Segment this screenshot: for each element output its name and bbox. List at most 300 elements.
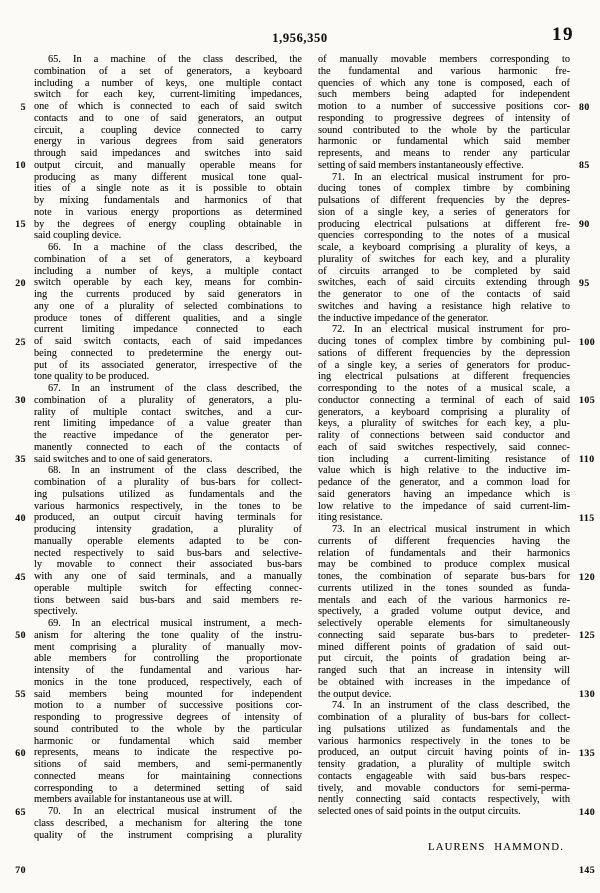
- text-line: [318, 830, 570, 842]
- text-line: [34, 783, 302, 795]
- line-text: spectively.: [34, 606, 78, 618]
- line-text: sion of a single key, a series of generators for: [318, 206, 570, 218]
- line-text: the reactive impedance of the generator per-: [34, 430, 302, 441]
- text-line: [318, 407, 570, 419]
- line-text: able members for controlling the proportionate: [34, 653, 302, 665]
- text-line: [34, 254, 302, 266]
- line-text: 70. In an electrical musical instrument of the: [48, 806, 302, 817]
- text-line: [318, 230, 570, 242]
- text-line: [318, 313, 570, 325]
- line-text: by mixing fundamentals and harmonics of that: [34, 195, 302, 206]
- line-text: switches, each of said circuits extending through: [318, 277, 570, 289]
- text-line: [15, 512, 302, 524]
- line-text: responding to progressive degrees of intensity of: [34, 712, 302, 723]
- text-line: [34, 148, 302, 160]
- text-line: [15, 747, 302, 759]
- line-text: monics in the tone produced, respectively, each of: [34, 676, 302, 688]
- line-text: ly movable to connect their associated bus-bars: [34, 559, 302, 571]
- line-text: iting resistance.: [318, 512, 383, 524]
- line-number: 95: [579, 277, 590, 289]
- line-text: note in various energy proportions as determined: [34, 206, 302, 218]
- line-text: combination of a plurality of bus-bars for collect-: [34, 477, 302, 488]
- line-number: 5: [20, 101, 26, 113]
- text-line: [34, 700, 302, 712]
- line-number: 135: [579, 747, 596, 759]
- text-line: [318, 430, 570, 442]
- text-line: [34, 794, 302, 806]
- text-line: [318, 101, 590, 113]
- text-line: [15, 629, 302, 642]
- text-line: [34, 301, 302, 313]
- text-line: [318, 266, 570, 278]
- line-text: one of which is connected to each of said switch: [34, 101, 302, 112]
- line-text: mentals and each of the various harmonics re-: [318, 594, 570, 606]
- text-line: [318, 771, 570, 783]
- text-line: [318, 629, 596, 642]
- line-text: currents of different frequencies having the: [318, 535, 570, 547]
- text-line: [34, 501, 302, 513]
- line-text: each of said switches respectively, said connec-: [318, 441, 570, 453]
- line-text: setting of said members instantaneously effective.: [318, 159, 524, 171]
- line-text: sound contributed to the whole by the particular: [34, 723, 302, 735]
- text-line: [34, 665, 302, 677]
- text-line: [34, 195, 302, 207]
- line-text: connecting said separate bus-bars to predeter-: [318, 629, 570, 641]
- text-line: [318, 677, 570, 689]
- line-text: ranged such that an increase in intensity will: [318, 665, 570, 676]
- line-text: produced, an output circuit having points of in-: [318, 747, 570, 759]
- line-text: the fundamental and various harmonic fre-: [318, 65, 570, 77]
- text-line: [318, 442, 570, 454]
- line-text: any one of a plurality of selected combinations to: [34, 300, 302, 312]
- line-text: 72. In an electrical musical instrument for pro-: [332, 324, 570, 336]
- line-number: 70: [15, 865, 26, 877]
- text-line: [34, 477, 302, 489]
- line-text: said switches and to one of said generators.: [34, 453, 213, 465]
- line-text: sound contributed to the whole by the particular: [318, 124, 570, 136]
- text-line: [34, 266, 302, 278]
- line-text: motion to a number of successive positions cor-: [318, 101, 570, 112]
- text-line: [318, 125, 570, 137]
- line-text: selectively operable elements for simultaneously: [318, 618, 570, 629]
- line-number: 100: [579, 336, 596, 348]
- line-text: circuit, a coupling device connected to carry: [34, 124, 302, 136]
- line-text: pulsations of different frequencies by the depres-: [318, 195, 570, 206]
- line-text: combination of a set of generators, a keyboard: [34, 253, 302, 265]
- line-number: 20: [15, 277, 26, 289]
- text-line: [318, 865, 596, 877]
- text-line: [15, 394, 302, 407]
- line-text: put circuit, the points of gradation being ar-: [318, 653, 570, 665]
- line-number: 15: [15, 219, 26, 230]
- text-line: [318, 583, 570, 595]
- line-text: 71. In an electrical musical instrument for pro-: [332, 171, 570, 183]
- line-text: sitions of said members, and semi-permanently: [34, 759, 302, 770]
- line-text: switch for each key, current-limiting impedances,: [34, 89, 302, 101]
- line-text: tone quality to be produced.: [34, 371, 150, 383]
- line-text: tones, the combination of separate bus-bars for: [318, 571, 570, 582]
- left-column: [15, 54, 302, 877]
- text-line: [318, 736, 570, 748]
- text-line: [34, 289, 302, 301]
- line-text: of manually movable members corresponding to: [318, 54, 570, 65]
- line-text: conductor connecting a terminal of each of said: [318, 394, 570, 406]
- text-line: [34, 66, 302, 78]
- line-number: 90: [579, 219, 590, 230]
- line-text: mined different points of gradation of said out-: [318, 641, 570, 653]
- text-line: [20, 101, 302, 113]
- claims-text: [0, 54, 600, 878]
- line-text: including a number of keys, one multiple contact: [34, 77, 302, 89]
- line-text: tion including a current-limiting resistance of: [318, 453, 570, 465]
- text-line: [318, 183, 570, 195]
- line-text: switches and having a resistance high relative to: [318, 300, 570, 312]
- line-text: pedance of the generator, and a common load for: [318, 477, 570, 488]
- line-text: combination of a plurality of bus-bars for collect-: [318, 712, 570, 723]
- text-line: [34, 183, 302, 195]
- text-line: [318, 606, 570, 618]
- line-number: 45: [15, 571, 26, 583]
- line-text: class described, a mechanism for altering the tone: [34, 817, 302, 829]
- text-line: [318, 559, 570, 571]
- line-text: of a single key, a series of generators for produc-: [318, 359, 570, 371]
- text-line: [318, 501, 570, 513]
- text-line: [318, 524, 570, 536]
- line-number: 30: [15, 395, 26, 407]
- line-text: ing the currents produced by said generators in: [34, 289, 302, 300]
- text-line: [318, 113, 570, 125]
- line-number: 55: [15, 689, 26, 700]
- line-text: ing pulsations utilized as fundamentals and the: [318, 723, 570, 735]
- line-text: combination of a set of generators, a keyboard: [34, 65, 302, 77]
- text-line: [34, 360, 302, 372]
- line-text: producing electrical pulsations at different fre-: [318, 218, 570, 230]
- line-number: 125: [579, 630, 596, 642]
- line-text: plurality of switches for each key, and a plurality: [318, 253, 570, 265]
- text-line: [318, 277, 590, 289]
- line-text: such members being adapted for independent: [318, 89, 570, 101]
- text-line: [318, 242, 570, 254]
- text-line: [318, 324, 570, 336]
- text-line: [34, 524, 302, 536]
- line-number: 40: [15, 512, 26, 524]
- line-text: corresponding to a determined setting of said: [34, 782, 302, 794]
- text-line: [318, 218, 590, 231]
- line-text: currents utilized in the tones sounded as funda-: [318, 582, 570, 594]
- text-line: [318, 89, 570, 101]
- text-line: [15, 336, 302, 348]
- text-line: [318, 653, 570, 665]
- text-line: [34, 595, 302, 607]
- line-number: 10: [15, 160, 26, 172]
- text-line: [34, 442, 302, 454]
- line-text: tively, and movable conductors for semi-perma-: [318, 782, 570, 794]
- line-text: ing pulsations utilized as fundamentals and the: [34, 488, 302, 500]
- line-text: produced, an output circuit having terminals for: [34, 512, 302, 524]
- line-text: output circuit, and manually operable means for: [34, 159, 302, 171]
- text-line: [34, 348, 302, 360]
- line-text: of circuits arranged to be completed by said: [318, 265, 570, 277]
- line-number: 110: [579, 454, 595, 465]
- line-text: generators, a keyboard comprising a plurality of: [318, 406, 570, 418]
- line-text: ment comprising a plurality of manually mov-: [34, 641, 302, 653]
- text-line: [318, 394, 596, 407]
- text-line: [34, 172, 302, 184]
- text-line: [318, 301, 570, 313]
- text-line: [318, 254, 570, 266]
- text-line: [318, 794, 570, 806]
- line-text: harmonic or fundamental which said member: [318, 136, 570, 148]
- text-line: [15, 159, 302, 172]
- line-number: 105: [579, 395, 596, 407]
- text-line: [15, 571, 302, 583]
- text-line: [318, 818, 570, 830]
- text-line: [318, 724, 570, 736]
- text-line: [34, 841, 302, 853]
- text-line: [34, 89, 302, 101]
- line-text: by the degrees of energy coupling obtainable in: [34, 218, 302, 230]
- text-line: [34, 606, 302, 618]
- line-text: spectively, a graded volume output device, and: [318, 606, 570, 618]
- line-text: keys, a plurality of switches for each key, a plu-: [318, 418, 570, 430]
- text-line: [34, 383, 302, 395]
- line-text: ing electrical pulsations at different frequencies: [318, 371, 570, 383]
- line-text: 74. In an instrument of the class described, the: [332, 700, 570, 712]
- line-text: value which is high relative to the inductive im-: [318, 465, 570, 477]
- text-line: [34, 207, 302, 219]
- text-line: [15, 453, 302, 466]
- text-line: [318, 159, 590, 172]
- text-line: [34, 618, 302, 630]
- text-line: [34, 489, 302, 501]
- text-line: [318, 853, 570, 865]
- text-line: [34, 536, 302, 548]
- text-line: [318, 371, 570, 383]
- text-line: [318, 348, 570, 360]
- text-line: [318, 548, 570, 560]
- line-text: operable multiple switch for effecting connec-: [34, 582, 302, 594]
- text-line: [318, 360, 570, 372]
- text-line: [34, 230, 302, 242]
- line-text: contacts and to one of said generators, an output: [34, 112, 302, 124]
- line-text: motion to a number of successive positions cor-: [34, 700, 302, 712]
- line-text: sations of different frequencies by the depression: [318, 347, 570, 359]
- text-line: [15, 218, 302, 231]
- text-line: [34, 324, 302, 336]
- line-text: manually operable elements adapted to be con-: [34, 535, 302, 547]
- line-text: ducing tones of complex timbre by combining: [318, 183, 570, 195]
- text-line: [318, 712, 570, 724]
- line-text: selected ones of said points in the output circuits.: [318, 806, 521, 817]
- line-text: the generator to one of the contacts of said: [318, 289, 570, 300]
- text-line: [34, 313, 302, 325]
- line-text: switch operable by each key, means for combin-: [34, 277, 302, 289]
- line-text: quality of the instrument comprising a plurality: [34, 829, 302, 841]
- text-line: [34, 677, 302, 689]
- line-text: tions between said bus-bars and said members re-: [34, 594, 302, 606]
- line-text: current limiting impedance connected to each: [34, 324, 302, 336]
- line-text: 73. In an electrical musical instrument in which: [332, 524, 570, 535]
- text-line: [318, 453, 595, 466]
- line-text: quencies of which any tone is composed, each of: [318, 77, 570, 89]
- text-line: [34, 830, 302, 842]
- text-line: [318, 54, 570, 66]
- line-number: 50: [15, 630, 26, 642]
- line-text: put of its associated generator, irrespective of the: [34, 359, 302, 371]
- text-line: [318, 759, 570, 771]
- line-text: nected respectively to said bus-bars and selective-: [34, 547, 302, 559]
- page-number: 19: [552, 24, 574, 45]
- line-text: 67. In an instrument of the class described, the: [48, 383, 302, 394]
- line-number: 115: [579, 512, 595, 524]
- text-line: [34, 736, 302, 748]
- line-text: rality of connections between said conductor and: [318, 430, 570, 441]
- line-text: including a number of keys, a multiple contact: [34, 265, 302, 277]
- text-line: [318, 512, 595, 524]
- text-line: [34, 418, 302, 430]
- text-line: [34, 818, 302, 830]
- text-line: [318, 642, 570, 654]
- line-text: may be combined to produce complex musical: [318, 559, 570, 571]
- line-number: 85: [579, 160, 590, 172]
- line-number: 35: [15, 454, 26, 465]
- text-line: [34, 407, 302, 419]
- line-text: rent limiting impedance of a value greater than: [34, 418, 302, 430]
- line-text: 65. In a machine of the class described, the: [48, 54, 302, 65]
- text-line: [318, 536, 570, 548]
- right-column: [318, 54, 596, 877]
- text-line: [15, 806, 302, 818]
- line-text: be obtained with increases in the impedance of: [318, 676, 570, 688]
- text-line: [318, 688, 596, 701]
- line-text: energy in various degrees from said generators: [34, 136, 302, 148]
- text-line: [34, 653, 302, 665]
- line-text: harmonic or fundamental which said member: [34, 735, 302, 747]
- text-line: [34, 724, 302, 736]
- line-text: 69. In an electrical musical instrument, a mech-: [48, 618, 302, 629]
- line-text: 68. In an instrument of the class described, the: [48, 465, 302, 477]
- text-line: [318, 148, 570, 160]
- text-line: [34, 54, 302, 66]
- signature: LAURENS HAMMOND.: [428, 841, 564, 853]
- line-number: 80: [579, 101, 590, 113]
- text-line: [34, 759, 302, 771]
- text-line: [318, 747, 596, 759]
- text-line: [15, 865, 302, 877]
- text-line: [34, 125, 302, 137]
- text-line: [318, 841, 570, 853]
- line-text: anism for altering the tone quality of the instru-: [34, 629, 302, 641]
- line-text: being connected to predetermine the energy out-: [34, 347, 302, 359]
- line-text: producing as many different musical tone qual-: [34, 171, 302, 183]
- line-text: quencies corresponding to the notes of a musical: [318, 230, 570, 242]
- text-line: [34, 242, 302, 254]
- text-line: [318, 195, 570, 207]
- text-line: [318, 465, 570, 477]
- line-text: through said impedances and switches into said: [34, 148, 302, 159]
- line-text: said generators having an impedance which is: [318, 488, 570, 500]
- text-line: [318, 336, 596, 348]
- line-text: members available for instantaneous use at will.: [34, 794, 233, 806]
- line-number: 60: [15, 747, 26, 759]
- text-line: [318, 806, 596, 818]
- text-line: [318, 207, 570, 219]
- text-line: [34, 559, 302, 571]
- line-text: nently connecting said contacts respectively, with: [318, 794, 570, 806]
- line-text: contacts engageable with said bus-bars respec-: [318, 770, 570, 782]
- line-text: low relative to the impedance of said current-lim-: [318, 500, 570, 512]
- text-line: [34, 771, 302, 783]
- text-line: [318, 66, 570, 78]
- text-line: [318, 571, 596, 583]
- text-line: [34, 583, 302, 595]
- line-text: represents, means to indicate the respective po-: [34, 747, 302, 759]
- text-line: [34, 465, 302, 477]
- line-text: said members being mounted for independent: [34, 688, 302, 700]
- line-text: various harmonics respectively in the tones to be: [318, 735, 570, 747]
- text-line: [318, 172, 570, 184]
- line-text: 66. In a machine of the class described, the: [48, 242, 302, 253]
- text-line: [318, 700, 570, 712]
- text-line: [34, 712, 302, 724]
- line-text: tensity gradation, a plurality of multiple switch: [318, 759, 570, 770]
- line-text: rality of multiple contact switches, and a cur-: [34, 406, 302, 418]
- line-text: represents, and means to render any particular: [318, 148, 570, 159]
- line-text: responding to progressive degrees of intensity of: [318, 112, 570, 124]
- text-line: [318, 418, 570, 430]
- line-text: various harmonics respectively, in the tones to be: [34, 500, 302, 512]
- text-line: [34, 548, 302, 560]
- text-line: [34, 113, 302, 125]
- text-line: [15, 688, 302, 701]
- patent-number: 1,956,350: [272, 31, 328, 45]
- text-line: [318, 136, 570, 148]
- line-text: ities of a single note as it is possible to obtain: [34, 183, 302, 195]
- line-text: the output device.: [318, 688, 392, 700]
- text-line: [34, 430, 302, 442]
- line-text: scale, a keyboard comprising a plurality of keys, a: [318, 242, 570, 253]
- line-number: 130: [579, 689, 596, 700]
- line-text: ducing tones of complex timbre by combining pul-: [318, 336, 570, 347]
- line-text: intensity of the fundamental and various har-: [34, 665, 302, 676]
- line-text: said coupling device.: [34, 230, 122, 242]
- text-line: [34, 136, 302, 148]
- text-line: [318, 78, 570, 90]
- line-number: 145: [579, 865, 596, 877]
- text-line: [34, 642, 302, 654]
- line-text: corresponding to the notes of a musical scale, a: [318, 383, 570, 394]
- line-number: 65: [15, 806, 26, 818]
- line-text: produce tones of different qualities, and a single: [34, 312, 302, 324]
- text-line: [34, 78, 302, 90]
- text-line: [318, 289, 570, 301]
- text-line: [34, 371, 302, 383]
- text-line: [318, 665, 570, 677]
- line-number: 140: [579, 806, 596, 818]
- line-text: with any one of said terminals, and a manually: [34, 571, 302, 582]
- line-number: 25: [15, 336, 26, 348]
- text-line: [318, 383, 570, 395]
- line-text: producing intensity gradation, a plurality of: [34, 524, 302, 535]
- line-text: relation of fundamentals and their harmonics: [318, 547, 570, 559]
- text-line: [34, 853, 302, 865]
- line-text: combination of a plurality of generators, a plu-: [34, 394, 302, 406]
- line-text: manently connected to each of the contacts of: [34, 441, 302, 453]
- line-number: 120: [579, 571, 596, 583]
- text-line: [318, 489, 570, 501]
- text-line: [318, 783, 570, 795]
- line-text: the inductive impedance of the generator.: [318, 312, 489, 324]
